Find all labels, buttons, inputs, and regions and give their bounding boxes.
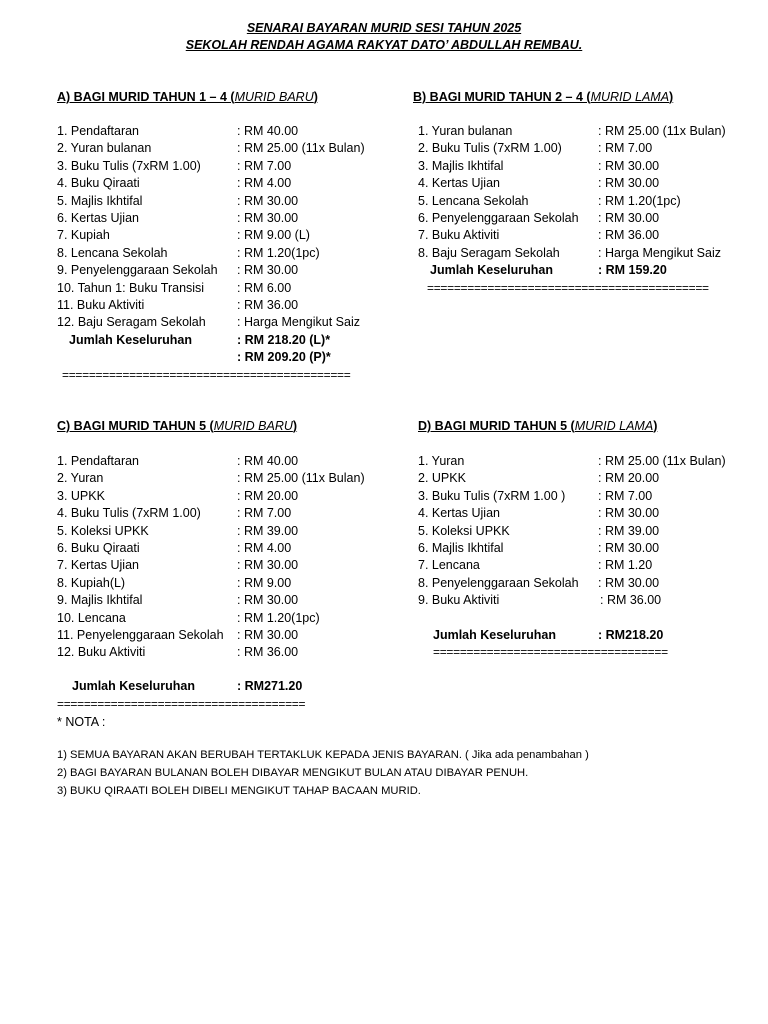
list-item: 1. Pendaftaran : RM 40.00 [57,454,299,468]
list-item: 7. Kupiah : RM 9.00 (L) [57,228,310,243]
list-item: 3. Majlis Ikhtifal : RM 30.00 [418,158,660,173]
list-item: 4. Kertas Ujian : RM 30.00 [418,506,660,521]
list-item: 2. UPKK : RM 20.00 [418,471,660,486]
list-item: 3. UPKK : RM 20.00 [57,488,299,503]
note-line: 2) BAGI BAYARAN BULANAN BOLEH DIBAYAR MENGIKUT BULAN ATAU DIBAYAR PENUH. [57,767,529,779]
section-c-title-text: C) BAGI MURID TAHUN 5 ( [57,419,214,433]
divider: ===================================== [57,697,306,711]
list-item: 5. Majlis Ikhtifal : RM 30.00 [57,193,299,208]
list-item: 5. Koleksi UPKK : RM 39.00 [418,523,660,538]
section-c-title-end: ) [292,419,298,433]
list-item: 8. Lencana Sekolah : RM 1.20(1pc) [57,245,320,260]
total-row: Jumlah Keseluruhan : RM 159.20 [430,263,667,278]
list-item: 7. Buku Aktiviti : RM 36.00 [418,228,660,243]
list-item: 3. Buku Tulis (7xRM 1.00) : RM 7.00 [57,158,292,173]
divider: ========================================== [427,281,709,295]
section-a-title-end: ) [313,90,318,104]
list-item: 10. Lencana : RM 1.20(1pc) [57,610,320,625]
list-item: 1. Pendaftaran : RM 40.00 [57,124,299,138]
list-item: 8. Baju Seragam Sekolah : Harga Mengikut Saiz [418,245,721,260]
list-item: 5. Koleksi UPKK : RM 39.00 [57,523,299,538]
section-d-title [418,419,657,433]
list-item: 12. Buku Aktiviti : RM 36.00 [57,645,299,660]
list-item: 12. Baju Seragam Sekolah : Harga Mengikut Saiz [57,315,360,330]
section-a-title-italic: MURID BARU [234,90,314,104]
list-item: 4. Buku Qiraati : RM 4.00 [57,176,292,191]
list-item: 10. Tahun 1: Buku Transisi : RM 6.00 [57,280,292,295]
section-c-list [57,453,387,662]
school-name: SEKOLAH RENDAH AGAMA RAKYAT DATO’ ABDULLAH REMBAU. [185,38,583,52]
divider: =================================== [433,645,668,659]
total-row: : RM 209.20 (P)* [237,350,331,365]
section-a-list [57,123,377,366]
section-c-total [57,678,387,695]
list-item: 2. Yuran bulanan : RM 25.00 (11x Bulan) [57,141,365,156]
document-title: SENARAI BAYARAN MURID SESI TAHUN 2025 [246,21,522,35]
section-d-title-italic: MURID LAMA [574,419,654,433]
section-b-title-end: ) [669,90,674,104]
list-item: 11. Penyelenggaraan Sekolah : RM 30.00 [57,627,299,642]
list-item: 2. Yuran : RM 25.00 (11x Bulan) [57,471,365,486]
section-d-title-end: ) [653,419,658,433]
list-item: 9. Majlis Ikhtifal : RM 30.00 [57,593,299,608]
list-item: 9. Penyelenggaraan Sekolah : RM 30.00 [57,263,299,278]
list-item: 4. Kertas Ujian : RM 30.00 [418,176,660,191]
total-row: Jumlah Keseluruhan : RM271.20 [72,679,303,693]
note-line: 3) BUKU QIRAATI BOLEH DIBELI MENGIKUT TAHAP BACAAN MURID. [57,785,421,797]
section-d-title-text: D) BAGI MURID TAHUN 5 ( [418,419,575,433]
list-item: 2. Buku Tulis (7xRM 1.00) : RM 7.00 [418,141,653,156]
list-item: 8. Penyelenggaraan Sekolah : RM 30.00 [418,575,660,590]
list-item: 8. Kupiah(L) : RM 9.00 [57,575,292,590]
list-item: 5. Lencana Sekolah : RM 1.20(1pc) [418,193,681,208]
section-b-title-text: B) BAGI MURID TAHUN 2 – 4 ( [413,90,591,104]
list-item: 7. Kertas Ujian : RM 30.00 [57,558,299,573]
total-row: Jumlah Keseluruhan : RM218.20 [433,628,664,642]
list-item: 11. Buku Aktiviti : RM 36.00 [57,297,299,312]
divider: =========================================== [62,368,351,382]
list-item: 9. Buku Aktiviti : RM 36.00 [418,593,662,608]
list-item: 7. Lencana : RM 1.20 [418,558,653,573]
list-item: 6. Majlis Ikhtifal : RM 30.00 [418,540,660,555]
section-a-title-text: A) BAGI MURID TAHUN 1 – 4 ( [57,90,235,104]
total-row: Jumlah Keseluruhan : RM 218.20 (L)* [69,332,331,347]
section-c-title [57,419,297,433]
section-d-list [418,453,748,610]
section-b-title [413,90,673,104]
section-b-list [418,123,748,280]
list-item: 6. Kertas Ujian : RM 30.00 [57,210,299,225]
list-item: 3. Buku Tulis (7xRM 1.00 ) : RM 7.00 [418,488,653,503]
section-b-title-italic: MURID LAMA [590,90,670,104]
list-item: 1. Yuran : RM 25.00 (11x Bulan) [418,454,726,468]
list-item: 6. Penyelenggaraan Sekolah : RM 30.00 [418,210,660,225]
nota-heading: * NOTA : [57,715,106,729]
note-line: 1) SEMUA BAYARAN AKAN BERUBAH TERTAKLUK KEPADA JENIS BAYARAN. ( Jika ada penambahan ) [57,749,589,761]
list-item: 6. Buku Qiraati : RM 4.00 [57,540,292,555]
section-a-title [57,90,318,104]
list-item: 1. Yuran bulanan : RM 25.00 (11x Bulan) [418,124,726,138]
list-item: 4. Buku Tulis (7xRM 1.00) : RM 7.00 [57,506,292,521]
section-c-title-italic: MURID BARU [213,419,293,433]
section-d-total [418,627,748,644]
